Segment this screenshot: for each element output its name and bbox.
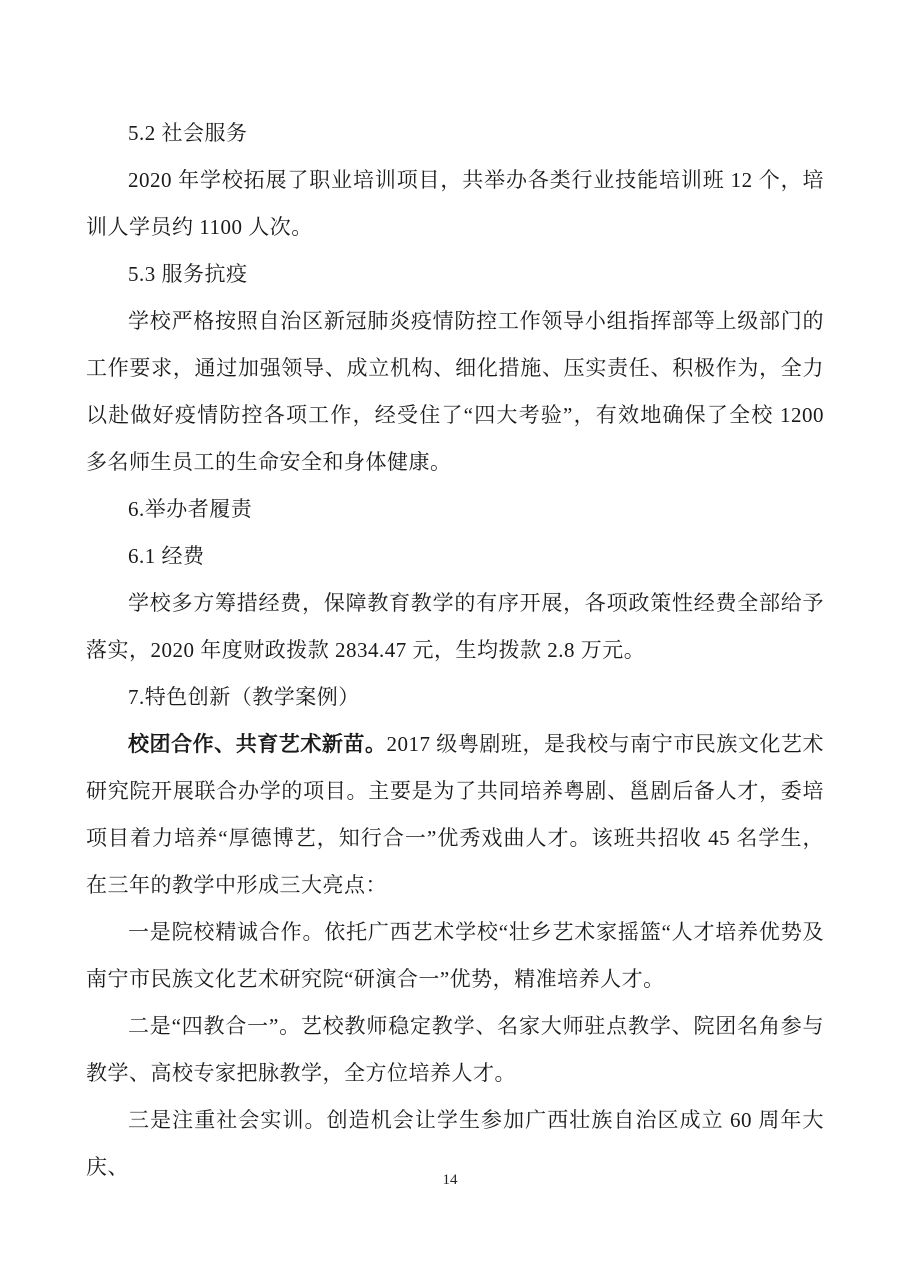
paragraph-highlight-two: 二是“四教合一”。艺校教师稳定教学、名家大师驻点教学、院团名角参与教学、高校专家把脉教学，全方位培养人才。	[86, 1014, 824, 1085]
heading-6-1-funds: 6.1 经费	[128, 544, 205, 568]
heading-5-2-social-service: 5.2 社会服务	[128, 121, 248, 145]
paragraph-highlight-three: 三是注重社会实训。创造机会让学生参加广西壮族自治区成立 60 周年大庆、	[86, 1108, 824, 1179]
paragraph-epidemic-prevention: 学校严格按照自治区新冠肺炎疫情防控工作领导小组指挥部等上级部门的工作要求，通过加强领导、成立机构、细化措施、压实责任、积极作为，全力以赴做好疫情防控各项工作，经受住了“四大考验”，有效地确保了全校 1200 多名师生员工的生命安全和身体健康。	[86, 309, 824, 474]
paragraph-funding: 学校多方筹措经费，保障教育教学的有序开展，各项政策性经费全部给予落实，2020 年度财政拨款 2834.47 元，生均拨款 2.8 万元。	[86, 591, 824, 662]
bold-lead-text: 校团合作、共育艺术新苗。	[128, 732, 387, 756]
heading-7-innovation-case: 7.特色创新（教学案例）	[128, 685, 360, 709]
paragraph-opera-class-body: 2017 级粤剧班，是我校与南宁市民族文化艺术研究院开展联合办学的项目。主要是为了共同培养粤剧、邕剧后备人才，委培项目着力培养“厚德博艺，知行合一”优秀戏曲人才。该班共招收 45 名学生，在三年的教学中形成三大亮点：	[86, 732, 824, 897]
heading-6-organizer-duty: 6.举办者履责	[128, 497, 253, 521]
document-content	[86, 110, 824, 1191]
paragraph-opera-class-intro	[86, 721, 824, 909]
page-number: 14	[442, 1172, 458, 1188]
paragraph-vocational-training: 2020 年学校拓展了职业培训项目，共举办各类行业技能培训班 12 个，培训人学员约 1100 人次。	[86, 168, 824, 239]
paragraph-highlight-one: 一是院校精诚合作。依托广西艺术学校“壮乡艺术家摇篮“人才培养优势及南宁市民族文化艺术研究院“研演合一”优势，精准培养人才。	[86, 920, 824, 991]
heading-5-3-epidemic-service: 5.3 服务抗疫	[128, 262, 248, 286]
